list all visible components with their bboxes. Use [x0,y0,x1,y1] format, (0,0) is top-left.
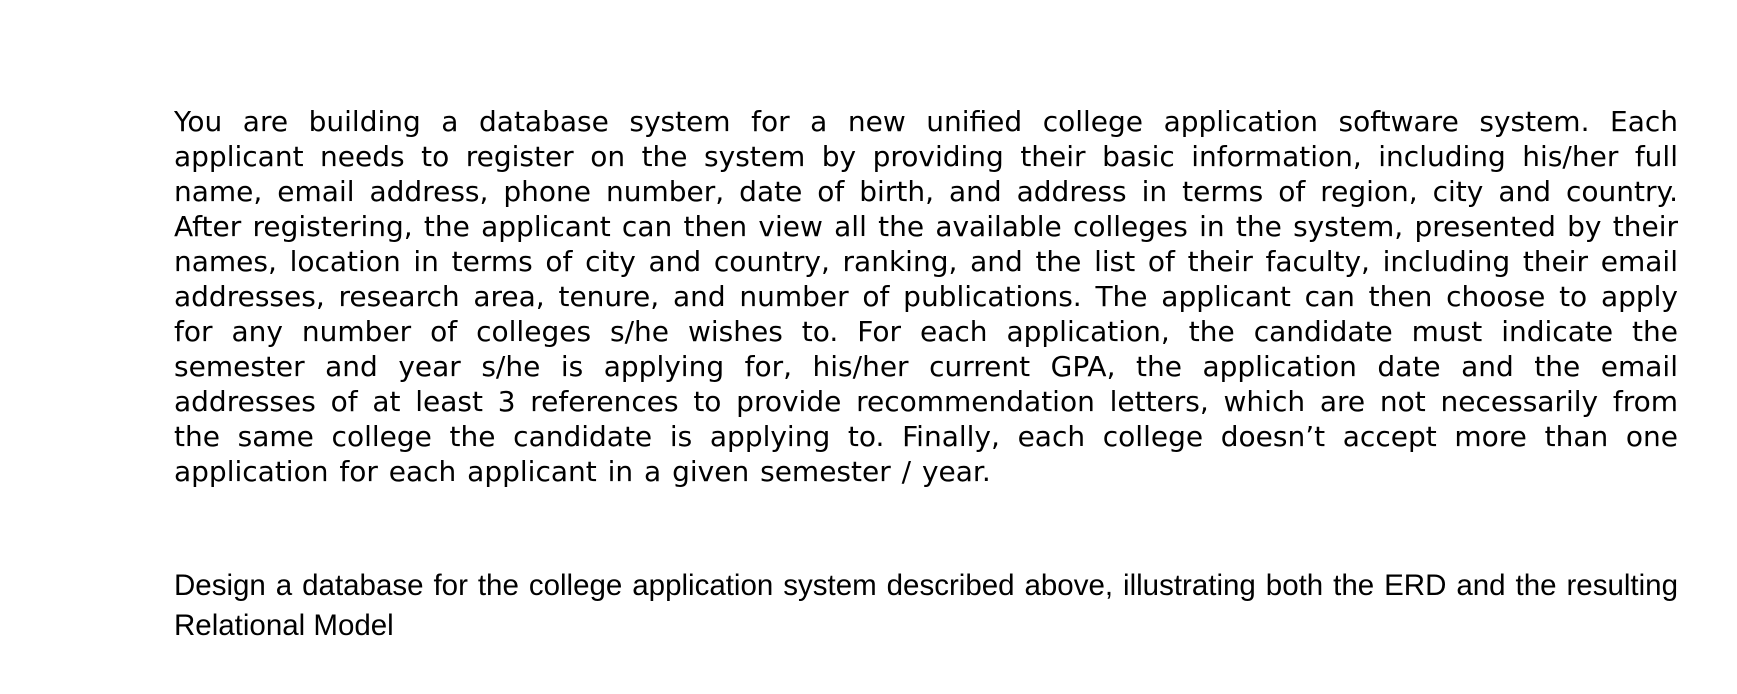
problem-description-paragraph: You are building a database system for a new unified college application software system. Each applicant needs to register on the system by providing their basic information, including his/her full name, email address, phone number, date of birth, and address in terms of region, city and country. After registering, the applicant can then view all the available colleges in the system, presented by their names, location in terms of city and country, ranking, and the list of their faculty, including their email addresses, research area, tenure, and number of publications. The applicant can then choose to apply for any number of colleges s/he wishes to. For each application, the candidate must indicate the semester and year s/he is applying for, his/her current GPA, the application date and the email addresses of at least 3 references to provide recommendation letters, which are not necessarily from the same college the candidate is applying to. Finally, each college doesn’t accept more than one application for each applicant in a given semester / year. [174,105,1678,488]
task-instruction-paragraph: Design a database for the college application system described above, illustrating both the ERD and the resulting Relational Model [174,569,1678,642]
